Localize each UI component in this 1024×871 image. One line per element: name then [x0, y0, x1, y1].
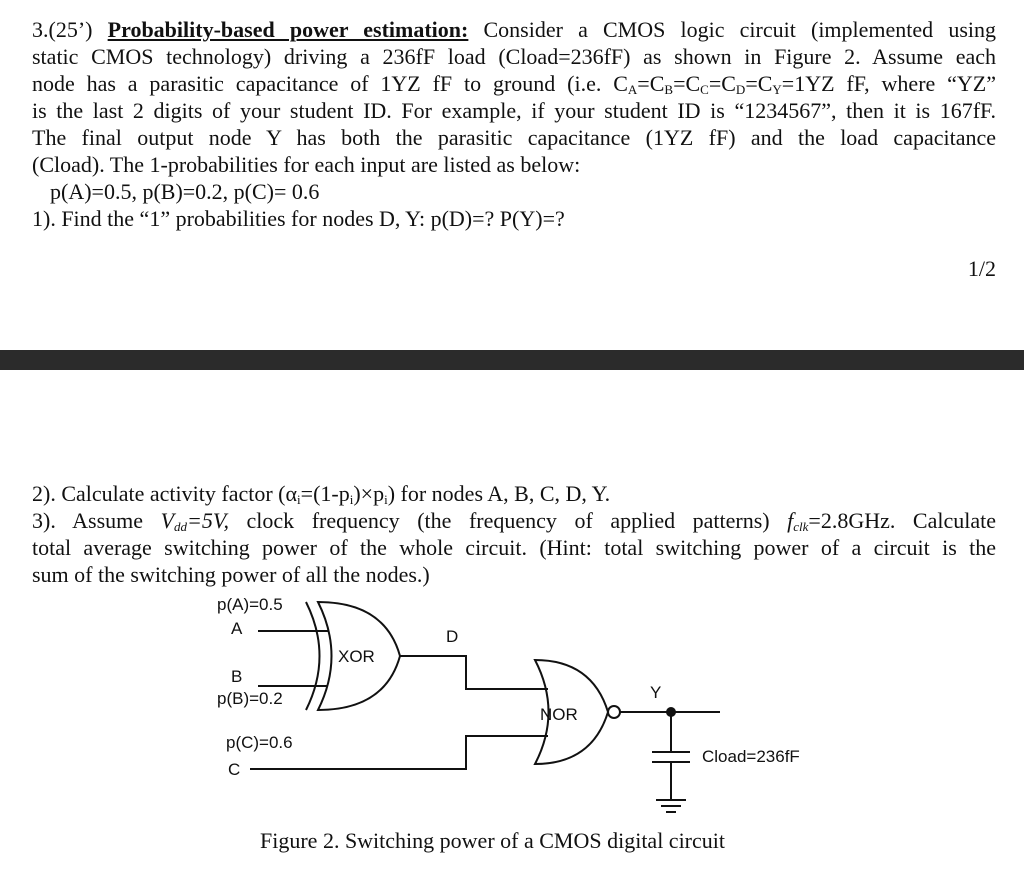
node-y-junction: [666, 707, 676, 717]
problem-line-6: (Cload). The 1-probabilities for each input are listed as below:: [32, 152, 581, 177]
problem-line-2: static CMOS technology) driving a 236fF load (Cload=236fF) as shown in Figure 2. Assume each: [32, 44, 996, 69]
label-pc: p(C)=0.6: [226, 733, 293, 752]
problem-line-5: The final output node Y has both the parasitic capacitance (1YZ fF) and the load capacitance: [32, 125, 996, 150]
fclk-value: =2.8GHz.: [808, 508, 896, 533]
problem-intro: Consider a CMOS logic circuit (implemented using: [468, 17, 996, 42]
problem-line-3: node has a parasitic capacitance of 1YZ fF to ground (i.e. $C_A=C_B=C_C=C_D=C_Y=1YZ$ fF, where “YZ”: [32, 71, 996, 97]
question-1: 1). Find the “1” probabilities for nodes D, Y: p(D)=? P(Y)=?: [32, 206, 565, 231]
question-3-line-2: total average switching power of the whole circuit. (Hint: total switching power of a circuit is the: [32, 535, 996, 560]
q2-sub-i-3: i: [384, 492, 388, 507]
vdd-symbol: V: [160, 508, 175, 533]
q3-part-b: clock frequency (the frequency of applied patterns): [229, 508, 788, 533]
question-3-line-3: sum of the switching power of all the nodes.): [32, 562, 430, 587]
sub-b: B: [664, 82, 674, 97]
label-b: B: [231, 667, 243, 686]
problem-number: 3.(25’): [32, 17, 93, 42]
sub-c: C: [700, 82, 709, 97]
page-number: 1/2: [967, 256, 996, 281]
wire-d: [400, 656, 548, 689]
xor-gate-extra-arc: [306, 602, 320, 710]
q2-part-d: ) for nodes A, B, C, D, Y.: [387, 481, 611, 506]
wire-c: [250, 736, 548, 769]
sub-d: D: [735, 82, 746, 97]
label-cload: Cload=236fF: [702, 747, 800, 766]
problem-title: Probability-based power estimation:: [107, 17, 469, 42]
fclk-symbol: f: [787, 508, 794, 533]
label-pb: p(B)=0.2: [217, 689, 283, 708]
q2-part-b: =(1-p: [300, 481, 350, 506]
label-d: D: [446, 627, 459, 646]
label-y: Y: [650, 683, 662, 702]
figure-caption: Figure 2. Switching power of a CMOS digital circuit: [260, 828, 725, 853]
q3-part-c: Calculate: [895, 508, 996, 533]
nor-bubble: [608, 706, 620, 718]
input-probabilities: p(A)=0.5, p(B)=0.2, p(C)= 0.6: [50, 179, 320, 204]
vdd-sub: dd: [174, 519, 188, 534]
sub-y: Y: [772, 82, 782, 97]
problem-line-4: is the last 2 digits of your student ID. For example, if your student ID is “1234567”, then it is 167fF.: [32, 98, 996, 123]
vdd-value: =5V,: [187, 508, 229, 533]
sub-a: A: [627, 82, 638, 97]
label-a: A: [231, 619, 243, 638]
label-pa: p(A)=0.5: [217, 595, 283, 614]
line3-text: node has a parasitic capacitance of 1YZ fF to ground (i.e. C: [32, 71, 628, 96]
q2-sub-i-1: i: [297, 492, 301, 507]
label-nor: NOR: [540, 705, 578, 724]
line3-end: =1YZ fF, where “YZ”: [781, 71, 996, 96]
label-xor: XOR: [338, 647, 375, 666]
label-c: C: [228, 760, 241, 779]
q2-part-c: )×p: [353, 481, 385, 506]
fclk-sub: clk: [793, 519, 809, 534]
q2-part-a: 2). Calculate activity factor (α: [32, 481, 298, 506]
q3-part-a: 3). Assume: [32, 508, 161, 533]
q2-sub-i-2: i: [349, 492, 354, 507]
